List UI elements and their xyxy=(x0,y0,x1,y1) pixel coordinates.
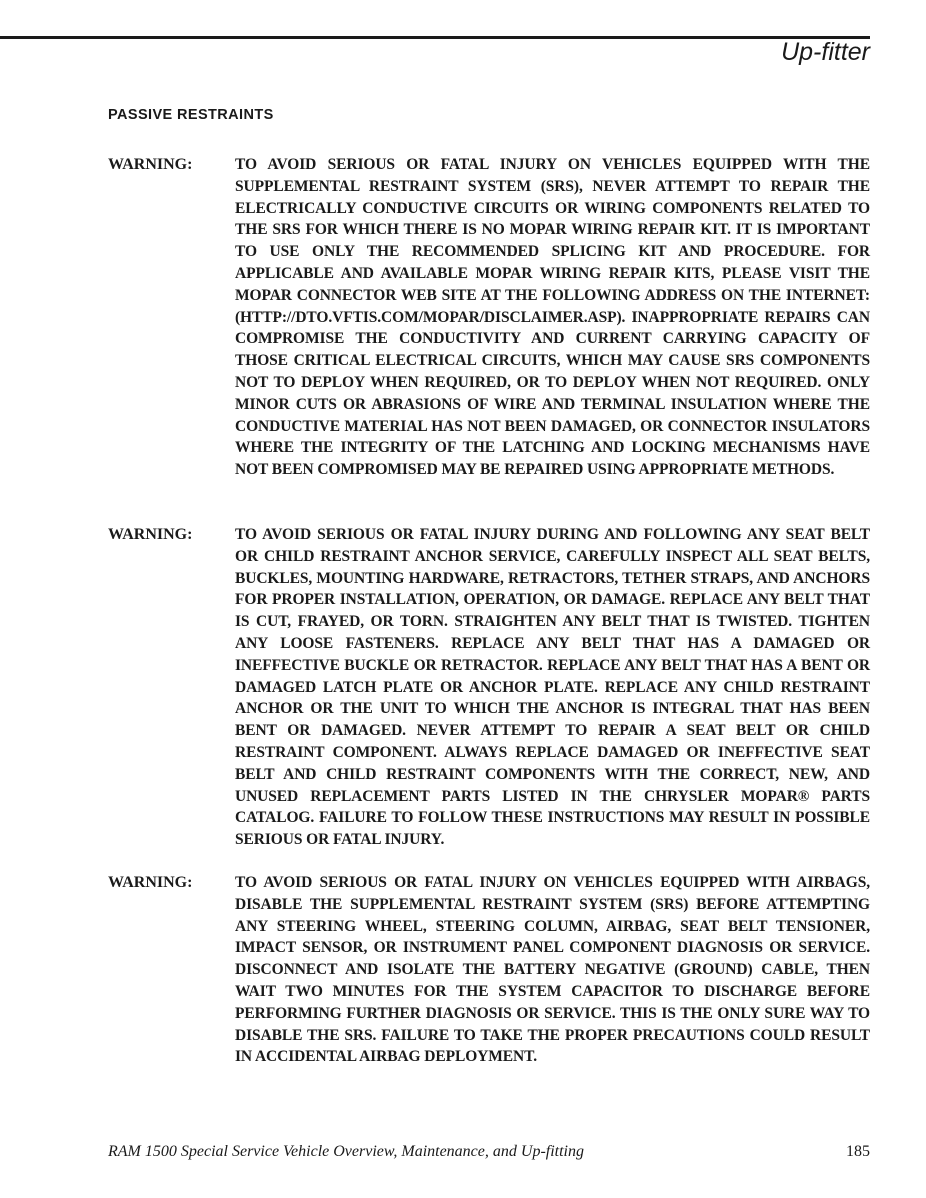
section-heading: PASSIVE RESTRAINTS xyxy=(108,107,274,123)
warning-text: TO AVOID SERIOUS OR FATAL INJURY DURING AND FOLLOWING ANY SEAT BELT OR CHILD RESTRAINT ANCHOR SERVICE, CAREFULLY INSPECT ALL SEAT BELTS, BUCKLES, MOUNTING HARDWARE, RETRACTORS, TETHER STRAPS, AND ANCHORS FOR PROPER INSTALLATION, OPERATION, OR DAMAGE. REPLACE ANY BELT THAT IS CUT, FRAYED, OR TORN. STRAIGHTEN ANY BELT THAT IS TWISTED. TIGHTEN ANY LOOSE FASTENERS. REPLACE ANY BELT THAT HAS A DAMAGED OR INEFFECTIVE BUCKLE OR RETRACTOR. REPLACE ANY BELT THAT HAS A BENT OR DAMAGED LATCH PLATE OR ANCHOR PLATE. REPLACE ANY CHILD RESTRAINT ANCHOR OR THE UNIT TO WHICH THE ANCHOR IS INTEGRAL THAT HAS BEEN BENT OR DAMAGED. NEVER ATTEMPT TO REPAIR A SEAT BELT OR CHILD RESTRAINT COMPONENT. ALWAYS REPLACE DAMAGED OR INEFFECTIVE SEAT BELT AND CHILD RESTRAINT COMPONENTS WITH THE CORRECT, NEW, AND UNUSED REPLACEMENT PARTS LISTED IN THE CHRYSLER MOPAR® PARTS CATALOG. FAILURE TO FOLLOW THESE INSTRUCTIONS MAY RESULT IN POSSIBLE SERIOUS OR FATAL INJURY. xyxy=(235,526,870,849)
header-rule xyxy=(0,36,870,39)
warning-text: TO AVOID SERIOUS OR FATAL INJURY ON VEHICLES EQUIPPED WITH AIRBAGS, DISABLE THE SUPPLEMENTAL RESTRAINT SYSTEM (SRS) BEFORE ATTEMPTING ANY STEERING WHEEL, STEERING COLUMN, AIRBAG, SEAT BELT TENSIONER, IMPACT SENSOR, OR INSTRUMENT PANEL COMPONENT DIAGNOSIS OR SERVICE. DISCONNECT AND ISOLATE THE BATTERY NEGATIVE (GROUND) CABLE, THEN WAIT TWO MINUTES FOR THE SYSTEM CAPACITOR TO DISCHARGE BEFORE PERFORMING FURTHER DIAGNOSIS OR SERVICE. THIS IS THE ONLY SURE WAY TO DISABLE THE SRS. FAILURE TO TAKE THE PROPER PRECAUTIONS COULD RESULT IN ACCIDENTAL AIRBAG DEPLOYMENT. xyxy=(235,874,870,1066)
header-title: Up-fitter xyxy=(781,38,870,66)
warning-text: TO AVOID SERIOUS OR FATAL INJURY ON VEHICLES EQUIPPED WITH THE SUPPLEMENTAL RESTRAINT SYSTEM (SRS), NEVER ATTEMPT TO REPAIR THE ELECTRICALLY CONDUCTIVE CIRCUITS OR WIRING COMPONENTS RELATED TO THE SRS FOR WHICH THERE IS NO MOPAR WIRING REPAIR KIT. IT IS IMPORTANT TO USE ONLY THE RECOMMENDED SPLICING KIT AND PROCEDURE. FOR APPLICABLE AND AVAILABLE MOPAR WIRING REPAIR KITS, PLEASE VISIT THE MOPAR CONNECTOR WEB SITE AT THE FOLLOWING ADDRESS ON THE INTERNET: (HTTP://DTO.VFTIS.COM/MOPAR/DISCLAIMER.ASP). INAPPROPRIATE REPAIRS CAN COMPROMISE THE CONDUCTIVITY AND CURRENT CARRYING CAPACITY OF THOSE CRITICAL ELECTRICAL CIRCUITS, WHICH MAY CAUSE SRS COMPONENTS NOT TO DEPLOY WHEN REQUIRED, OR TO DEPLOY WHEN NOT REQUIRED. ONLY MINOR CUTS OR ABRASIONS OF WIRE AND TERMINAL INSULATION WHERE THE CONDUCTIVE MATERIAL HAS NOT BEEN DAMAGED, OR CONNECTOR INSULATORS WHERE THE INTEGRITY OF THE LATCHING AND LOCKING MECHANISMS HAVE NOT BEEN COMPROMISED MAY BE REPAIRED USING APPROPRIATE METHODS. xyxy=(235,156,870,479)
footer-title: RAM 1500 Special Service Vehicle Overview, Maintenance, and Up-fitting xyxy=(108,1143,584,1160)
page-number: 185 xyxy=(846,1143,870,1160)
warning-label: WARNING: xyxy=(108,874,193,891)
warning-label: WARNING: xyxy=(108,156,193,173)
warning-label: WARNING: xyxy=(108,526,193,543)
